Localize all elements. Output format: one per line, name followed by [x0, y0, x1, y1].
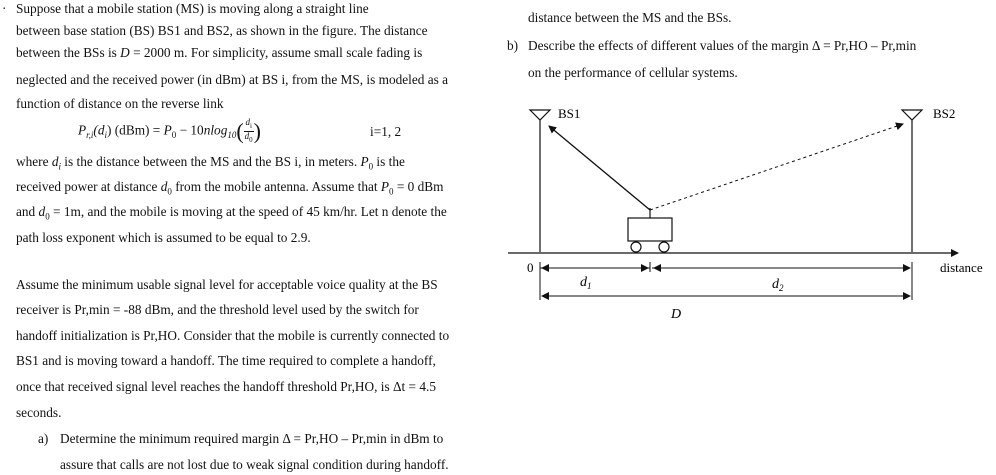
- problem-line-8: and $d_0 = 1m$, and the mobile is moving at the speed of 45 km/hr. Let n denote the: [16, 204, 447, 222]
- question-a-line-1: Determine the minimum required margin Δ = Pr,HO – Pr,min in dBm to: [60, 431, 444, 446]
- problem-line-10: Assume the minimum usable signal level for acceptable voice quality at the BS: [16, 277, 438, 292]
- question-b-label: b): [507, 38, 519, 53]
- question-b-line-2: on the performance of cellular systems.: [528, 65, 738, 80]
- d2-label: $d_2$: [772, 277, 784, 293]
- problem-line-13: BS1 and is moving toward a handoff. The time required to complete a handoff,: [16, 353, 436, 368]
- question-b-line-1: Describe the effects of different values of the margin Δ = Pr,HO – Pr,min: [528, 38, 917, 53]
- axis-label: distance: [940, 260, 983, 275]
- origin-label: 0: [527, 260, 534, 275]
- problem-line-1: Suppose that a mobile station (MS) is moving along a straight line: [16, 1, 369, 16]
- problem-line-3: between the BSs is D = 2000 m. For simplicity, assume small scale fading is: [16, 45, 423, 60]
- problem-line-9: path loss exponent which is assumed to be equal to 2.9.: [16, 230, 311, 245]
- question-a-line-2: assure that calls are not lost due to weak signal condition during handoff.: [60, 457, 449, 472]
- d1-dimension: [540, 262, 650, 300]
- bs1-label: BS1: [558, 106, 581, 121]
- link-to-bs1: [549, 126, 650, 210]
- bs1-antenna-icon: [530, 110, 550, 252]
- bs2-antenna-icon: [902, 110, 922, 252]
- problem-line-12: handoff initialization is Pr,HO. Consider that the mobile is currently connected to: [16, 328, 450, 343]
- problem-line-15: seconds.: [16, 405, 62, 420]
- mobile-station-icon: [628, 208, 672, 252]
- problem-line-5: function of distance on the reverse link: [16, 96, 224, 111]
- problem-line-14: once that received signal level reaches the handoff threshold Pr,HO, is Δt = 4.5: [16, 379, 436, 394]
- path-loss-equation: $P_{r,i}(d_i) (dBm) = P_0 - 10nlog_{10}$( $\frac{d_i}{d_0}$ ): [78, 117, 261, 144]
- problem-line-6: where $d_i$ is the distance between the MS and the BS i, in meters. $P_0$ is the: [16, 154, 405, 172]
- problem-line-2: between base station (BS) BS1 and BS2, as shown in the figure. The distance: [16, 23, 428, 38]
- bs2-label: BS2: [933, 106, 956, 121]
- equation-index: i=1, 2: [370, 124, 402, 139]
- bullet: ·: [2, 1, 7, 16]
- problem-line-4: neglected and the received power (in dBm) at BS i, from the MS, is modeled as a: [16, 72, 449, 87]
- D-label: D: [671, 307, 682, 322]
- question-a-continuation: distance between the MS and the BSs.: [528, 10, 732, 25]
- problem-line-7: received power at distance $d_0$ from the mobile antenna. Assume that $P_0 = 0$ dBm: [16, 179, 444, 197]
- link-to-bs2: [650, 124, 903, 210]
- question-a-label: a): [38, 431, 49, 446]
- d2-dimension: [652, 262, 912, 300]
- d1-label: $d_1$: [580, 275, 592, 291]
- problem-line-11: receiver is Pr,min = -88 dBm, and the threshold level used by the switch for: [16, 302, 419, 317]
